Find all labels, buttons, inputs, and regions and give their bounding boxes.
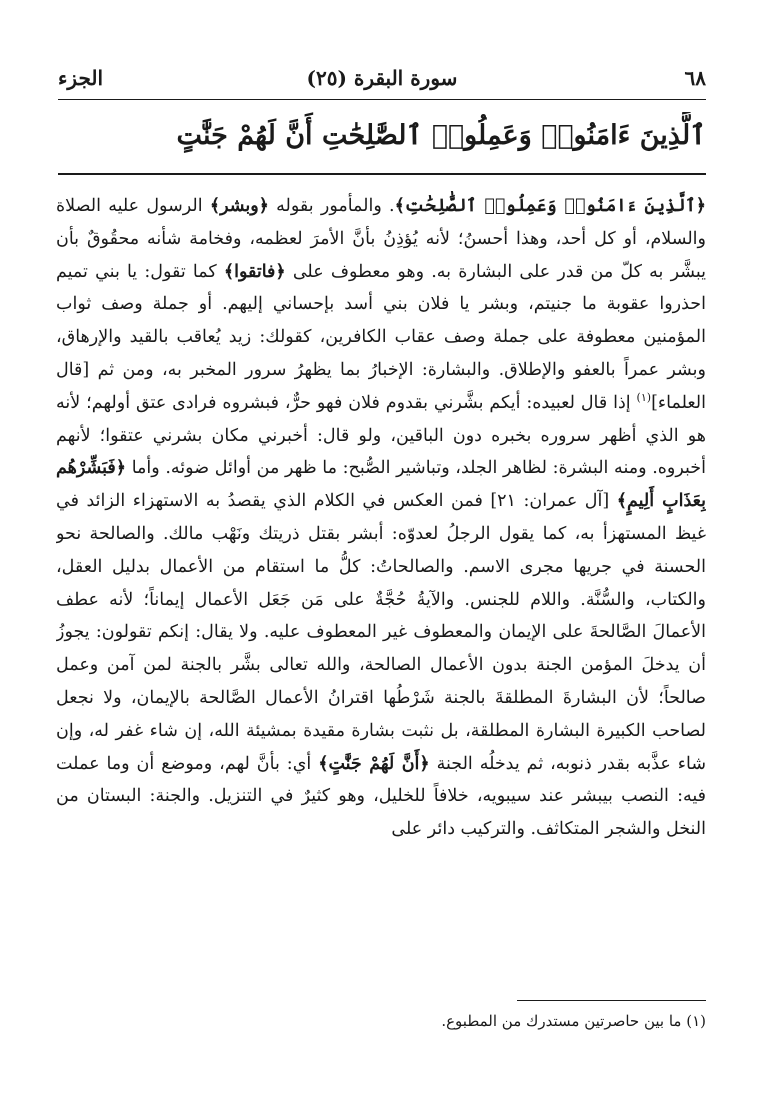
body-text-run: أي: بأنَّ لهم، وموضع أن وما عملت فيه: النصب بيبشر عند سيبويه، خلافاً للخليل، وهو كثيرٌ في التنزيل. والجنة: البستان من النخل والشجر المتكاثف. والتركيب دائر على [56, 753, 706, 840]
quran-quote: ﴿أَنَّ لَهُمْ جَنَّٰتٍ﴾ [318, 753, 430, 774]
body-text-run: . والمأمور بقوله [268, 196, 395, 216]
verse-divider [58, 173, 706, 175]
part-label: الجزء [58, 66, 103, 90]
page-number: ٦٨ [684, 66, 706, 90]
surah-title: سورة البقرة (٢٥) [306, 66, 458, 90]
footnote-marker: (١) [636, 390, 652, 404]
footnote: (١) ما بين حاصرتين مستدرك من المطبوع. [441, 1012, 706, 1030]
quran-quote: ﴿وبشر﴾ [209, 196, 269, 216]
quran-quote: ﴿ٱلَّذِينَ ءَامَنُوا۟ وَعَمِلُوا۟ ٱلصَّٰلِحَٰتِ﴾ [394, 196, 706, 216]
body-text-run: كما تقول: يا بني تميم احذروا عقوبة ما جنيتم، وبشر يا فلان بني أسد بإحساني إليهم. أو جملة وصف ثواب المؤمنين معطوفة على جملة وصف عقاب الكافرين، كقولك: زيد يُعاقب بالقيد والإرهاق، وبشر عمراً بالعفو والإطلاق. والبشارة: الإخبارُ بما يظهرُ سرور المخبر به، ومن ثم [قال العلماء] [56, 261, 706, 413]
header-divider [58, 99, 706, 100]
running-header [58, 66, 706, 96]
footnote-divider [517, 1000, 706, 1001]
body-text-run: [آل عمران: ٢١] فمن العكس في الكلام الذي يقصدُ به الاستهزاء الزائد في غيظ المستهزأ به، كما يقول الرجلُ لعدوّه: أبشر بقتل ذريتك ونَهْب مالك. والصالحة نحو الحسنة في جريها مجرى الاسم. والصالحاتُ: كلُّ ما استقام من الأعمال بدليل العقل، والكتاب، والسُّنَّة. واللام للجنس. والآيةُ حُجَّةٌ على مَن جَعَل الأعمال إيماناً؛ لأنه عطف الأعمالَ الصَّالحةَ على الإيمان والمعطوف غير المعطوف عليه. ولا يقال: إنكم تقولون: يجوزُ أن يدخلَ المؤمن الجنة بدون الأعمال الصالحة، والله تعالى بشَّر بالجنة لمن آمن وعمل صالحاً؛ لأن البشارةَ المطلقةَ بالجنة شَرْطُها اقترانُ الأعمال الصَّالحة بالإيمان، ولا نجعل لصاحب الكبيرة البشارة المطلقة، بل نثبت بشارة مقيدة بمشيئة الله، إن شاء غفر له، وإن شاء عذَّبه بقدر ذنوبه، ثم يدخلُه الجنة [56, 491, 706, 774]
quran-quote: ﴿فَبَشِّرْهُم بِعَذَابٍ أَلِيمٍ﴾ [56, 458, 706, 512]
commentary-paragraph [56, 190, 706, 846]
verse-banner: ٱلَّذِينَ ءَامَنُوا۟ وَعَمِلُوا۟ ٱلصَّٰلِحَٰتِ أَنَّ لَهُمْ جَنَّٰتٍ [176, 120, 706, 151]
body-text-run: إذا قال لعبيده: أيكم بشَّرني بقدوم فلان فهو حرٌّ، فبشروه فرادى عتق أولهم؛ لأنه هو الذي أظهر سروره بخبره دون الباقين، ولو قال: أخبرني مكان بشرني عتقوا؛ لأنهم أخبروه. ومنه البشرة: لظاهر الجلد، وتباشير الصُّبح: ما ظهر من أوائل ضوئه. وأما [56, 392, 706, 479]
quran-quote: ﴿فاتقوا﴾ [223, 261, 286, 282]
commentary-body [56, 190, 706, 970]
body-text-run: الرسول عليه الصلاة والسلام، أو كل أحد، وهذا أحسنُ؛ لأنه يُؤذِنُ بأنَّ الأمرَ لعظمه، وفخامة شأنه محقُوقٌ بأن يبشَّر به كلّ من قدر على البشارة به. وهو معطوف على [56, 196, 706, 282]
